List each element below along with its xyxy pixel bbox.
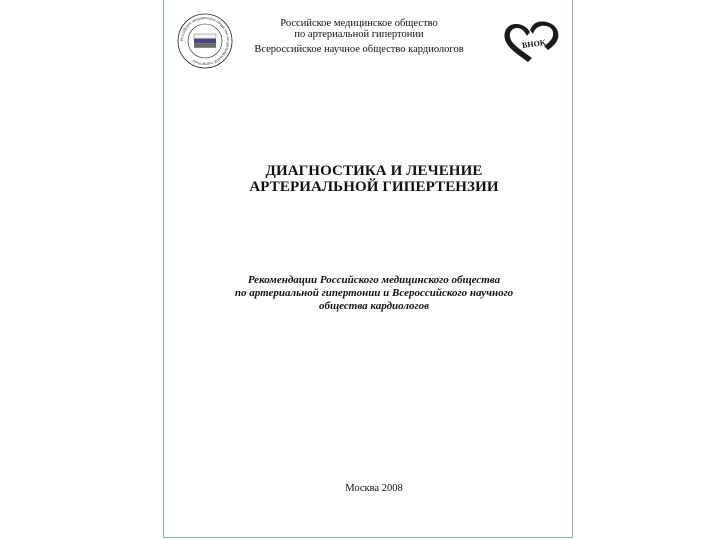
vnok-heart-logo <box>502 18 562 64</box>
title-line-2: АРТЕРИАЛЬНОЙ ГИПЕРТЕНЗИИ <box>249 179 499 195</box>
subtitle-line-3: общества кардиологов <box>319 300 429 312</box>
org-line-1: Российское медицинское общество <box>280 18 438 29</box>
org-name-rmoag <box>239 18 479 40</box>
vnok-logo-text: ВНОК <box>521 37 547 51</box>
rmoag-seal-logo <box>176 12 234 70</box>
city-year: Москва 2008 <box>345 483 403 494</box>
title-line-1: ДИАГНОСТИКА И ЛЕЧЕНИЕ <box>265 163 483 179</box>
document-cover-page <box>163 0 573 538</box>
subtitle-line-1: Рекомендации Российского медицинского общества <box>247 274 501 286</box>
russian-flag-icon <box>194 34 216 48</box>
org-name-vnok <box>239 44 479 55</box>
org-line-2: по артериальной гипертонии <box>294 29 424 40</box>
document-subtitle <box>209 274 539 313</box>
logo-ring-text: Российское медицинское общество по артериальной гипертонии <box>178 14 232 68</box>
document-title <box>214 163 534 195</box>
subtitle-line-2: по артериальной гипертонии и Всероссийского научного <box>234 287 514 299</box>
org-line-3: Всероссийское научное общество кардиологов <box>254 44 464 55</box>
